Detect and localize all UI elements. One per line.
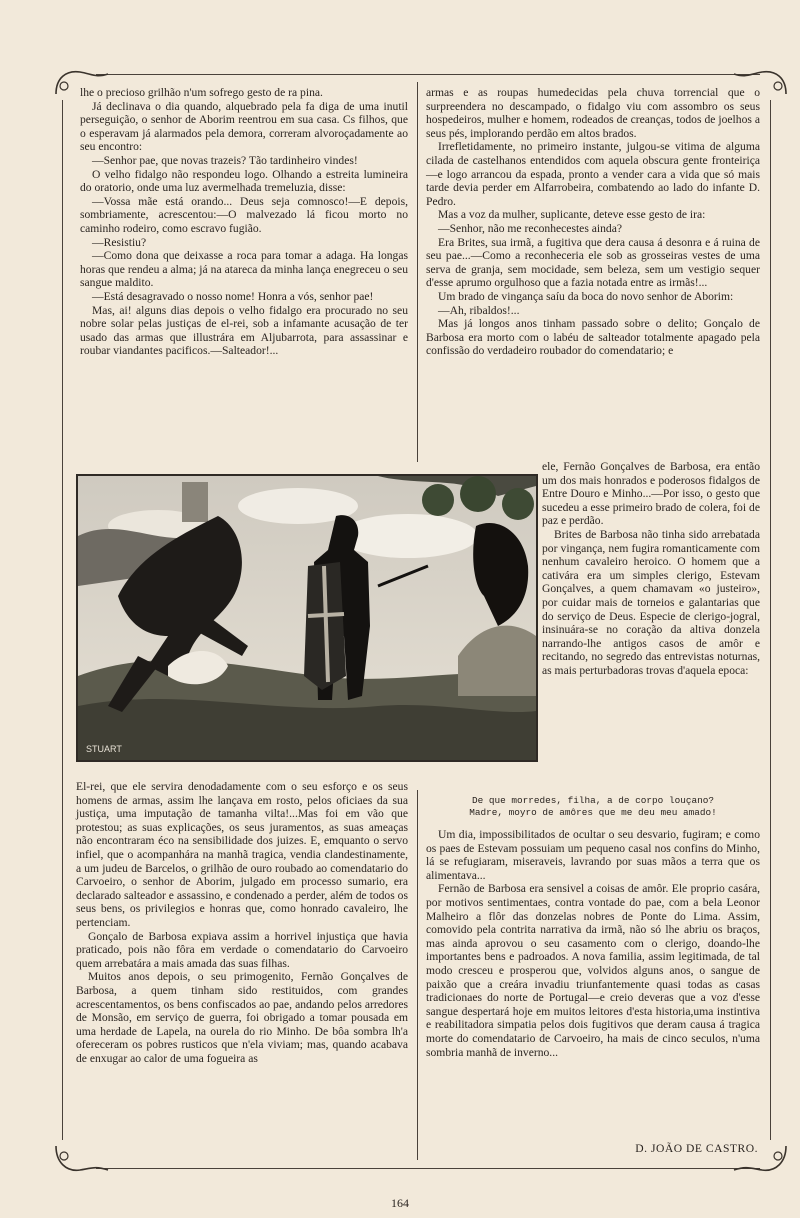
frame-bottom-rule [96, 1168, 760, 1169]
paragraph: —Como dona que deixasse a roca para tomar a adaga. Ha longas horas que rendeu a alma; já na atareca da minha lança enegreceu o seu sangue maldito. [80, 249, 408, 290]
frame-left-rule [62, 100, 63, 1140]
paragraph: Mas a voz da mulher, suplicante, deteve esse gesto de ira: [438, 208, 706, 222]
left-column [80, 86, 408, 358]
paragraph: Fernão de Barbosa era sensivel a coisas de amôr. Ele proprio casára, por motivos sentimentaes, contra vontade do pae, com a bela Leonor Malheiro a flôr das donzelas nobres de Ponte do Lima. Assim, comovido pela contrita narrativa da irmã, não só lhe abriu os braços, mas ainda aprovou o seu casamento com o clerigo, doando-lhe importantes bens e padroados. A nova familia, assim legitimada, de tal modo cresceu e prosperou que, volvidos alguns anos, o sangue de paixão que a creára invadiu triunfantemente quasi todas as casas tradicionaes do norte de Portugal—e creio deveras que a voz d'esse sangue despertará hoje em muitos leitores d'esta historia,uma instintiva e reabilitadora simpatia pelos dois fugitivos que deram causa á tragica morte do comendatario de Carvoeiro, ha mais de cinco seculos, n'uma sombria manhã de inverno... [426, 882, 760, 1059]
paragraph: Mas, ai! alguns dias depois o velho fidalgo era procurado no seu nobre solar pelas justiças de el-rei, sob a infamante acusação de ter usado das armas que illustrára em Aljubarrota, para assassinar e roubar viandantes pacificos.—Salteador!... [80, 303, 408, 358]
paragraph: Muitos anos depois, o seu primogenito, Fernão Gonçalves de Barbosa, a quem tinham sido restituidos, com grandes acrescentamentos, os bens confiscados ao pae, andando pelos arredores de Monsão, em serviço de guerra, foi obrigado a tomar pousada em uma herdade de Lapela, na ourela do rio Minho. De bôa sombra lh'a ofereceram os pobres rusticos que n'ela viviam; mas, quando acabava de enxugar ao calor de uma fogueira as [76, 970, 408, 1065]
paragraph: —Vossa mãe está orando... Deus seja comnosco!—E depois, sombriamente, acrescentou:—O malvezado lá ficou morto no caminho rodeiro, como escravo fugião. [80, 194, 408, 235]
paragraph: Gonçalo de Barbosa expiava assim a horrivel injustiça que havia praticado, pois não fôra em verdade o comendatario do Carvoeiro quem arrebatára a mais amada das suas filhas. [76, 929, 408, 970]
page-number: 164 [391, 1196, 409, 1210]
paragraph: —Está desagravado o nosso nome! Honra a vós, senhor pae! [92, 289, 374, 303]
bottom-left-column [76, 780, 408, 1065]
paragraph: —Resistiu? [92, 235, 147, 249]
paragraph: Brites de Barbosa não tinha sido arrebatada por vingança, nem fugira romanticamente com nenhum cavaleiro heroico. O homem que a cativára era um simples clerigo, Estevam Gonçalves, a quem chamavam «o justeiro», por cuidar mais de torneios e galantarias que do serviço de Deus. Especie de clerigo-jogral, insinuára-se no coração da altiva donzela narrando-lhe antigos casos de amôr e recitando, no segredo das entrevistas noturnas, as mais perturbadoras trovas d'aquela epoca: [542, 527, 760, 677]
corner-ornament-icon [52, 1140, 112, 1180]
author-signature: D. JOÃO DE CASTRO. [635, 1142, 758, 1155]
poem-quote [426, 795, 760, 819]
paragraph: Um brado de vingança saíu da boca do novo senhor de Aborim: [438, 289, 734, 303]
paragraph: —Senhor pae, que novas trazeis? Tão tardinheiro vindes! [92, 153, 358, 167]
paragraph: Mas já longos anos tinham passado sobre o delito; Gonçalo de Barbosa era morto com o labéu de salteador totalmente apagado pela confissão do verdadeiro roubador do comendatario; e [426, 317, 760, 358]
paragraph: Era Brites, sua irmã, a fugitiva que dera causa á desonra e á ruina de seu pae...—Como a reconheceria ele sob as grosseiras vestes de uma serva de granja, sem mocidade, sem beleza, sem um vestigio sequer d'esse aprumo orgulhoso que a fazia notada entre as irmãs!... [426, 235, 760, 290]
column-divider [417, 82, 418, 462]
paragraph: Já declinava o dia quando, alquebrado pela fa diga de uma inutil perseguição, o senhor de Aborim reentrou em sua casa. Cs filhos, que o esperavam já alarmados pela demora, correram alvoroçadamente ao seu encontro: [80, 99, 408, 154]
paragraph: lhe o precioso grilhão n'um sofrego gesto de ra pina. [80, 86, 323, 99]
right-wrap-column [542, 460, 760, 678]
paragraph: Irrefletidamente, no primeiro instante, julgou-se vitima de alguma cilada de castelhanos entendidos com aquela obscura gente fronteiriça—e logo arrancou da espada, pronto a vender cara a vida que só mais tarde devia perder em Alfarrobeira, combatendo ao lado do infante D. Pedro. [426, 140, 760, 208]
knight-illustration [76, 474, 538, 762]
paragraph: armas e as roupas humedecidas pela chuva torrencial que o surpreendera no descampado, o fidalgo viu com assombro os seus hospedeiros, mulher e homem, rodeados de creanças, todos de joelhos a seus pés, implorando perdão em altos brados. [426, 86, 760, 140]
paragraph: ele, Fernão Gonçalves de Barbosa, era então um dos mais honrados e poderosos fidalgos de Entre Douro e Minho...—Por isso, o gesto que sucedeu a esse primeiro brado de colera, foi de paz e perdão. [542, 460, 760, 528]
paragraph: El-rei, que ele servira denodadamente com o seu esforço e os seus homens de armas, assim lhe lançava em rosto, pelos oficiaes da sua justiça, uma imputação de tamanha vilta!...Mas foi em vão que protestou; as suas explicações, os seus juramentos, as suas ameaças não encontraram éco na sensibilidade dos juizes. E, emquanto o servo infiel, que o acompanhára na manhã tragica, vendia clandestinamente, a um judeu de Barcelos, o grilhão de ouro roubado ao comendatario do Carvoeiro, o senhor de Aborim, julgado em processo sumario, era declarado salteador e assassino, e condenado a perder, além de todos os seus bens, os privilegios e honras que, como honrado cavaleiro, lhe pertenciam. [76, 780, 408, 929]
poem-line: De que morredes, filha, a de corpo louçano? [472, 795, 714, 806]
paragraph: Um dia, impossibilitados de ocultar o seu desvario, fugiram; e como os paes de Estevam possuiam um pequeno casal nos confins do Minho, lá se refugiaram, miseraveis, lavrando por suas mãos a terra que os alimentava... [426, 828, 760, 882]
paragraph: O velho fidalgo não respondeu logo. Olhando a estreita lumineira do oratorio, onde uma luz avermelhada tremeluzia, disse: [80, 167, 408, 195]
bottom-right-column [426, 828, 760, 1059]
frame-right-rule [770, 100, 771, 1140]
paragraph: —Senhor, não me reconhecestes ainda? [438, 221, 622, 235]
illustration-signature: STUART [86, 744, 122, 754]
frame-top-rule [96, 74, 760, 75]
poem-line: Madre, moyro de amôres que me deu meu amado! [469, 807, 717, 818]
paragraph: —Ah, ribaldos!... [438, 303, 520, 317]
right-column [426, 86, 760, 358]
column-divider-lower [417, 790, 418, 1160]
